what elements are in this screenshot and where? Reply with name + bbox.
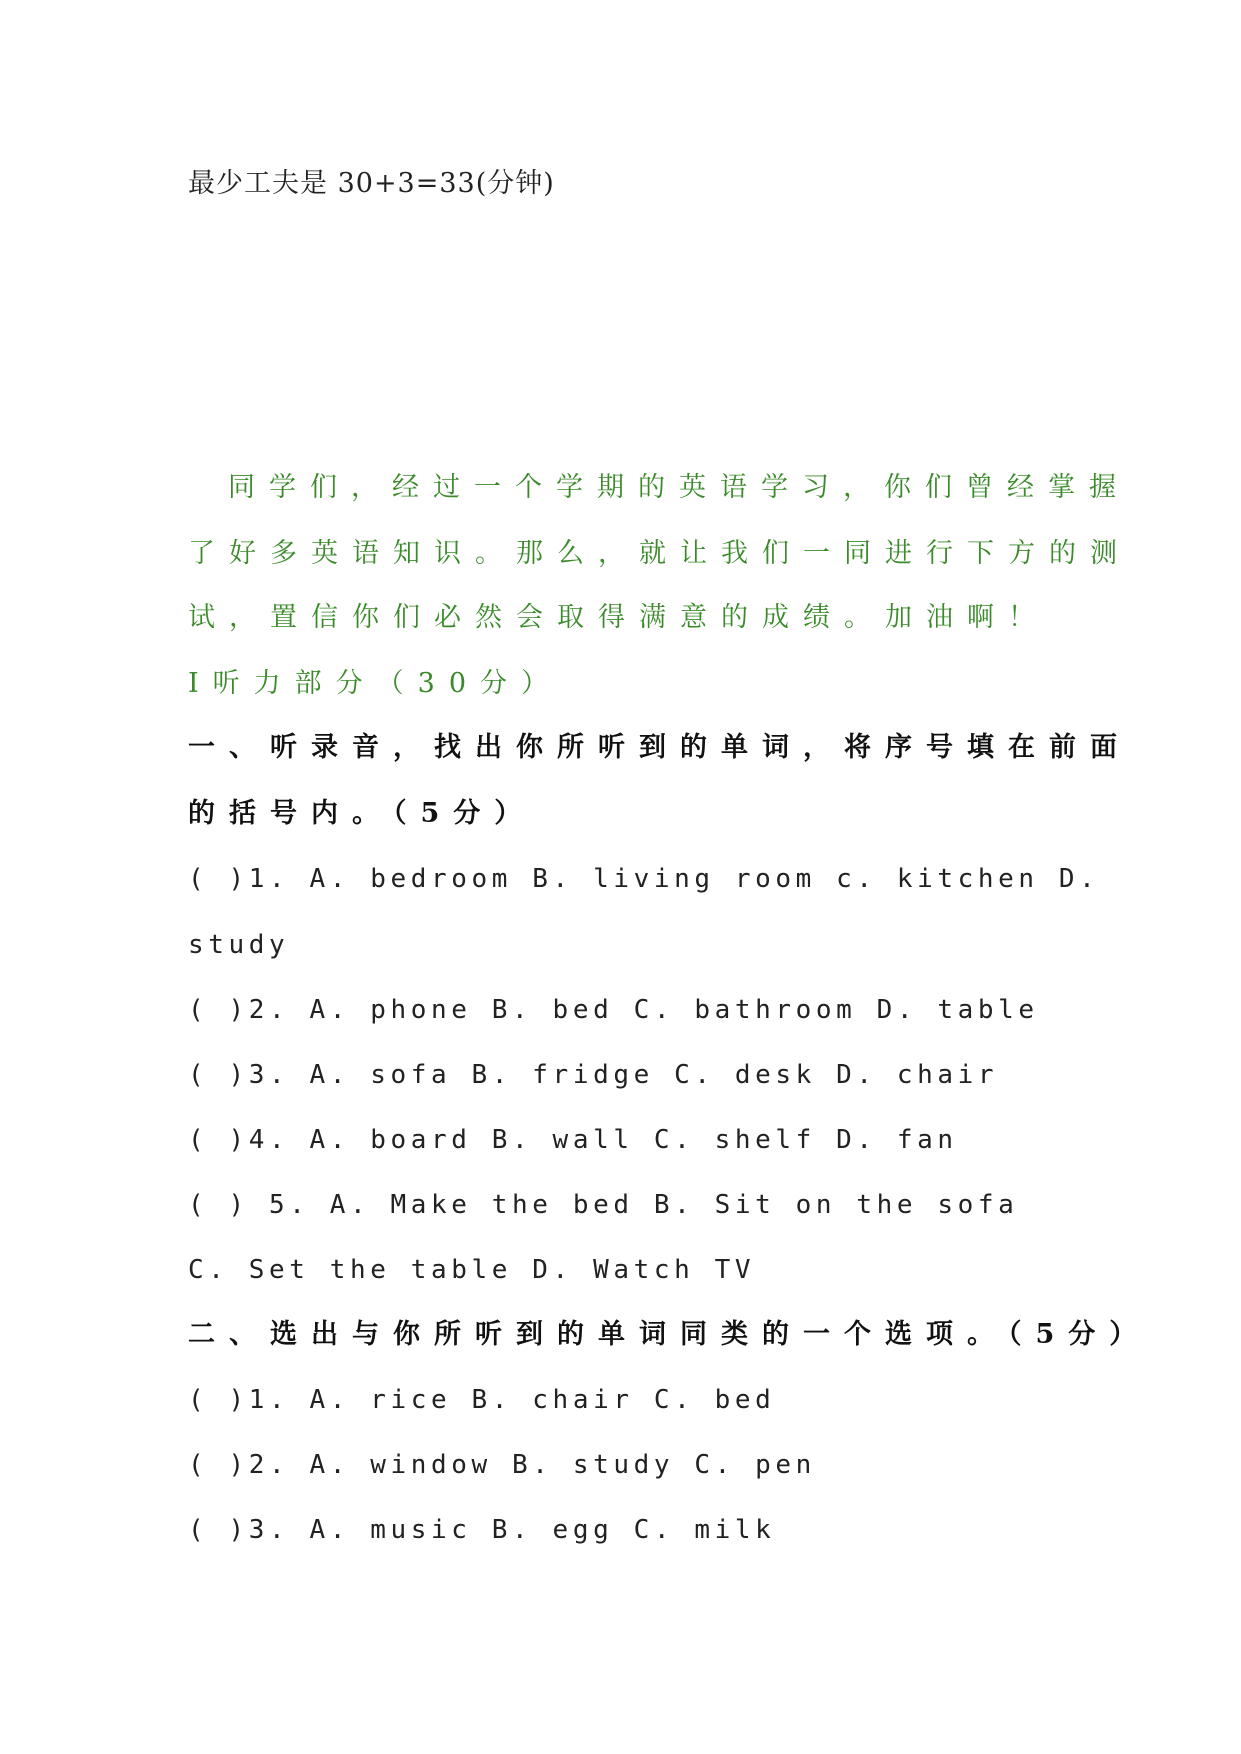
section1-title-line-2: 的括号内。（5分） [188, 798, 536, 829]
section2-question-3: ( )3. A. music B. egg C. milk [188, 1515, 776, 1545]
part-title: Ⅰ听力部分（30分） [188, 668, 563, 699]
section2-title: 二、选出与你所听到的单词同类的一个选项。（5分） [188, 1319, 1151, 1350]
section1-question-4: ( )4. A. board B. wall C. shelf D. fan [188, 1125, 958, 1155]
section1-title-line-1: 一、听录音，找出你所听到的单词，将序号填在前面 [188, 732, 1131, 763]
section1-question-2: ( )2. A. phone B. bed C. bathroom D. table [188, 995, 1039, 1025]
section1-question-5: ( ) 5. A. Make the bed B. Sit on the sofa [188, 1190, 1019, 1220]
section1-question-1-continued: study [188, 930, 290, 960]
section1-question-3: ( )3. A. sofa B. fridge C. desk D. chair [188, 1060, 999, 1090]
section1-question-5-continued: C. Set the table D. Watch TV [188, 1255, 756, 1285]
section2-question-1: ( )1. A. rice B. chair C. bed [188, 1385, 776, 1415]
intro-line-2: 了好多英语知识。那么，就让我们一同进行下方的测 [188, 538, 1131, 569]
section2-question-2: ( )2. A. window B. study C. pen [188, 1450, 816, 1480]
section1-question-1: ( )1. A. bedroom B. living room c. kitchen D. [188, 864, 1100, 894]
intro-line-3: 试，置信你们必然会取得满意的成绩。加油啊！ [188, 602, 1049, 633]
intro-line-1: 同学们，经过一个学期的英语学习，你们曾经掌握 [228, 472, 1130, 503]
top-note: 最少工夫是 30+3=33(分钟) [188, 168, 555, 199]
